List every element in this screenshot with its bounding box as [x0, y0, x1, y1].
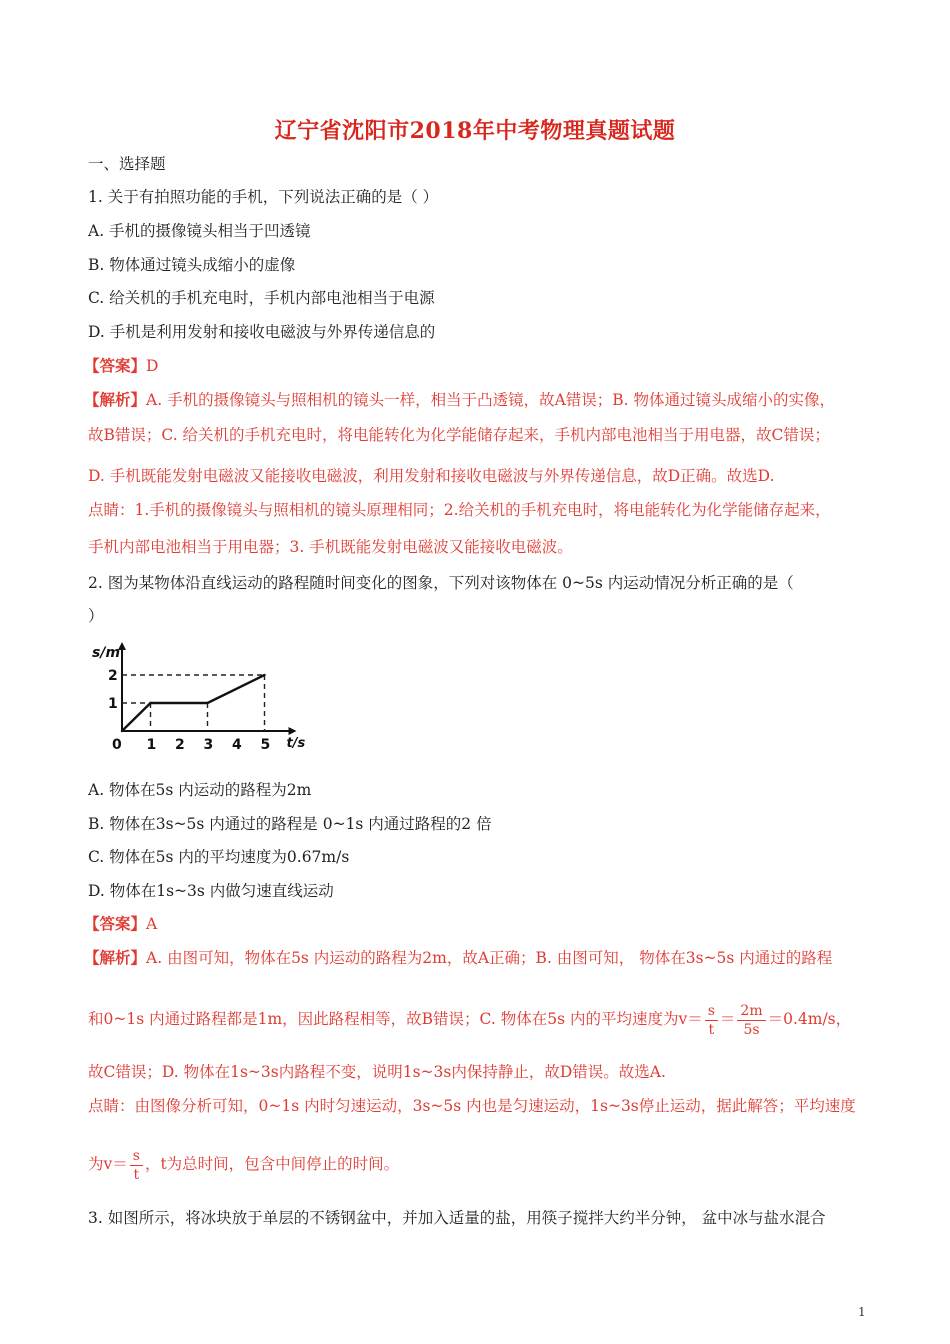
fraction-denominator: 5s: [737, 1020, 765, 1039]
fraction-s-over-t: [705, 1002, 718, 1039]
fraction-2m-over-5s: [737, 1002, 765, 1039]
fraction-denominator: t: [705, 1020, 718, 1039]
x-axis-label: t/s: [286, 736, 306, 751]
q2-stem-line-1: 2. 图为某物体沿直线运动的路程随时间变化的图象，下列对该物体在 0~5s 内运动情况分析正确的是（: [88, 574, 794, 592]
analysis-text: 和0~1s 内通过路程都是1m，因此路程相等，故B错误；C. 物体在5s 内的平均速度为v＝: [88, 1010, 703, 1028]
y-axis-label: s/m: [92, 645, 121, 661]
comment-text: ，t为总时间，包含中间停止的时间。: [144, 1155, 400, 1173]
page-number: 1: [858, 1305, 866, 1319]
analysis-text: A. 由图可知，物体在5s 内运动的路程为2m，故A正确；B. 由图可知， 物体在3s~5s 内通过的路程: [146, 949, 833, 967]
q2-analysis-line-1: [84, 948, 832, 968]
fraction-numerator: s: [707, 1002, 715, 1019]
q2-stem-line-2: ）: [88, 607, 104, 625]
q2-option-c: C. 物体在5s 内的平均速度为0.67m/s: [88, 848, 350, 866]
q2-comment-line-1: 点睛：由图像分析可知，0~1s 内时匀速运动，3s~5s 内也是匀速运动，1s~3s停止运动，据此解答；平均速度: [88, 1097, 856, 1115]
page-title: 辽宁省沈阳市2018年中考物理真题试题: [274, 118, 676, 144]
q1-comment-line-1: 点睛：1.手机的摄像镜头与照相机的镜头原理相同；2.给关机的手机充电时，将电能转化为化学能储存起来，: [88, 501, 831, 519]
answer-value: A: [146, 915, 158, 933]
fraction-numerator: s: [132, 1147, 140, 1164]
q1-analysis-line-3: D. 手机既能发射电磁波又能接收电磁波，利用发射和接收电磁波与外界传递信息，故D正确。故选D.: [88, 467, 775, 485]
distance-time-graph: [90, 640, 320, 760]
q2-option-b: B. 物体在3s~5s 内通过的路程是 0~1s 内通过路程的2 倍: [88, 815, 492, 833]
q2-answer: [84, 914, 157, 934]
answer-tag: 【答案】: [84, 914, 147, 933]
q2-option-a: A. 物体在5s 内运动的路程为2m: [88, 781, 312, 799]
q1-analysis-line-2: 故B错误；C. 给关机的手机充电时，将电能转化为化学能储存起来，手机内部电池相当于用电器，故C错误；: [88, 426, 830, 444]
analysis-text: A. 手机的摄像镜头与照相机的镜头一样，相当于凸透镜，故A错误；B. 物体通过镜头成缩小的实像，: [146, 391, 836, 409]
x-tick-label: 3: [203, 737, 214, 753]
q2-analysis-line-2: [88, 1000, 851, 1039]
q1-option-a: A. 手机的摄像镜头相当于凹透镜: [88, 222, 311, 240]
fraction-denominator: t: [130, 1165, 143, 1184]
q2-option-d: D. 物体在1s~3s 内做匀速直线运动: [88, 882, 334, 900]
q1-analysis-line-1: [84, 390, 835, 410]
x-axis-arrow: [289, 727, 297, 735]
comment-text: 为v＝: [88, 1155, 128, 1173]
x-tick-label: 1: [146, 737, 157, 753]
q1-comment-line-2: 手机内部电池相当于用电器；3. 手机既能发射电磁波又能接收电磁波。: [88, 538, 573, 556]
fraction-numerator: 2m: [740, 1002, 763, 1019]
x-tick-label: 0: [112, 737, 122, 753]
q1-option-d: D. 手机是利用发射和接收电磁波与外界传递信息的: [88, 323, 436, 341]
q1-option-c: C. 给关机的手机充电时，手机内部电池相当于电源: [88, 289, 435, 307]
y-tick-label: 2: [108, 668, 118, 684]
q2-analysis-line-3: 故C错误；D. 物体在1s~3s内路程不变，说明1s~3s内保持静止，故D错误。故选A.: [88, 1063, 666, 1081]
equals-sign: ＝: [719, 1010, 736, 1028]
answer-value: D: [146, 357, 159, 375]
fraction-s-over-t: [130, 1147, 143, 1184]
q2-comment-line-2: [88, 1145, 399, 1184]
answer-tag: 【答案】: [84, 356, 147, 375]
analysis-text: ＝0.4m/s，: [767, 1010, 852, 1028]
data-line-segment: [208, 675, 265, 703]
analysis-tag: 【解析】: [84, 948, 147, 967]
data-line-segment: [122, 703, 151, 731]
q1-stem: 1. 关于有拍照功能的手机，下列说法正确的是（ ）: [88, 188, 439, 206]
q1-answer: [84, 356, 158, 376]
y-tick-label: 1: [108, 696, 118, 712]
x-tick-label: 4: [232, 737, 242, 753]
q3-stem: 3. 如图所示，将冰块放于单层的不锈钢盆中，并加入适量的盐，用筷子搅拌大约半分钟， 盆中冰与盐水混合: [88, 1209, 826, 1227]
q1-option-b: B. 物体通过镜头成缩小的虚像: [88, 256, 296, 274]
x-tick-label: 2: [175, 737, 185, 753]
section-heading: 一、选择题: [88, 155, 166, 173]
analysis-tag: 【解析】: [84, 390, 147, 409]
x-tick-label: 5: [260, 737, 271, 753]
